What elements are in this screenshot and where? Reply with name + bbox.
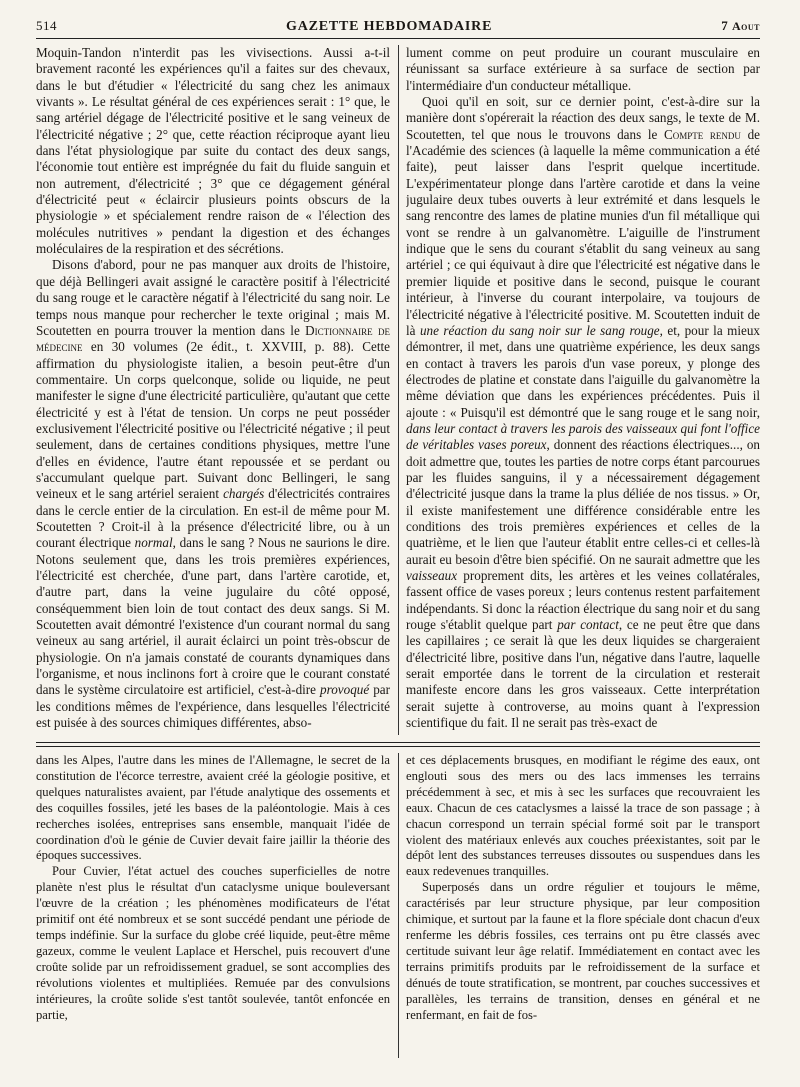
column-upper-left <box>36 45 390 735</box>
compte-rendu-title: Compte rendu <box>664 126 741 142</box>
issue-month: Aout <box>731 19 760 33</box>
paragraph: lument comme on peut produire un courant musculaire en réunissant sa surface extérieure à sa surface de section par l'intermédiaire d'un conducteur métallique. <box>406 45 760 93</box>
paragraph: et ces déplacements brusques, en modifiant le régime des eaux, ont englouti sous des mers ou des lacs immenses les terrains précédemment à sec, et mis à sec les surfaces que recouvraient les eaux. Chacun de ces cataclysmes a laissé la trace de son passage ; à chacun correspond un terrain spécial formé soit par le transport violent des matériaux enlevés aux couches préexistantes, soit par le dépôt lent des substances terreuses dissoutes ou suspendues dans les eaux redevenues tranquilles. <box>406 753 760 879</box>
feuilleton-lower <box>36 753 760 1058</box>
page-number: 514 <box>36 18 57 33</box>
paragraph: Moquin-Tandon n'interdit pas les vivisections. Aussi a-t-il bravement raconté les expériences qu'il a faites sur des chevaux, dans le but d'étudier « l'électricité du sang chez les animaux vivants ». Le résultat général de ces expériences serait : 1° que, le sang artériel dégage de l'électricité positive et le sang veineux de l'électricité négative ; 2° que, cette réaction réciproque ayant lieu dans l'état physiologique par suite du contact des deux sangs, l'économie tout entière est imprégnée du fait du fluide sanguin et non autrement, d'électricité ; 3° que ce dégagement général d'électricité peut « éclaircir plusieurs points obscurs de la physiologie » et spécialement rendre raison de « l'élection des molécules nutritives » pendant la digestion et des échanges moléculaires de la respiration et des sécrétions. <box>36 45 390 257</box>
page-header <box>36 18 760 39</box>
journal-title: GAZETTE HEBDOMADAIRE <box>286 19 493 34</box>
article-upper <box>36 45 760 735</box>
paragraph: Superposés dans un ordre régulier et toujours le même, caractérisés par leur structure physique, par leur composition chimique, et surtout par la faune et la flore spéciale dont chacun d'eux renferme les débris fossiles, ces terrains ont pu être classés avec certitude suivant leur âge relatif. Immédiatement en contact avec les terrains primitifs produits par le refroidissement de la surface et dénués de toute stratification, se montrent, par couches successives et parallèles, les terrains de transition, denses en général et ne renfermant, en fait de fos- <box>406 880 760 1022</box>
column-divider <box>398 45 399 735</box>
paragraph: Pour Cuvier, l'état actuel des couches superficielles de notre planète n'est plus le résultat d'un cataclysme unique bouleversant l'œuvre de la création ; les phénomènes modificateurs de l'état primitif ont été nombreux et se sont succédé pendant une période de temps indéfinie. Sur la surface du globe créé liquide, peut-être même gazeux, comme le veulent Laplace et Herschel, puis recouvert d'une croûte solide par un refroidissement graduel, se sont accomplies des révolutions violentes et multipliées. Remuée par des convulsions intérieures, la croûte solide s'est tantôt soulevée, tantôt enfoncée en partie, <box>36 864 390 1022</box>
column-lower-left <box>36 753 390 1058</box>
column-divider <box>398 753 399 1058</box>
column-lower-right <box>406 753 760 1058</box>
paragraph: Disons d'abord, pour ne pas manquer aux droits de l'histoire, que déjà Bellingeri avait assigné le caractère positif à l'électricité du sang rouge et le caractère négatif à l'électricité du sang noir. Le temps nous manque pour rechercher le texte original ; mais M. Scoutetten en pourra trouver la mention dans le Dictionnaire de médecine en 30 volumes (2e édit., t. XXVIII, p. 88). Cette affirmation du physiologiste italien, a besoin peut-être d'un commentaire. Un corps quelconque, solide ou liquide, ne peut manifester le signe d'une électricité particulière, qu'autant que cette électricité y est à l'état de tension. Un corps ne peut posséder exclusivement l'électricité positive ou l'électricité négative ; il peut seulement, dans de certaines conditions physiques, mettre l'une d'elles en évidence, l'autre étant repoussée et se perdant ou s'accumulant quelque part. Suivant donc Bellingeri, le sang veineux et le sang artériel seraient chargés d'électricités contraires dans le cercle entier de la circulation. En est-il de même pour M. Scoutetten ? Croit-il à la présence d'électricité libre, ou à un courant électrique normal, dans le sang ? Nous ne saurions le dire. Notons seulement que, dans les trois premières expériences, l'électricité est cherchée, d'une part, dans l'artère carotide, et, d'autre part, dans la veine jugulaire du côté opposé, conséquemment bien loin de tout contact des deux sangs. Si M. Scoutetten avait démontré l'existence d'un courant normal du sang veineux au sang artériel, il aurait éclairci un point très-obscur de physiologie. On n'a jamais constaté de courants dynamiques dans l'organisme, et nous inclinons fort à croire que le courant constaté dans le système circulatoire est artificiel, c'est-à-dire provoqué par les conditions mêmes de l'expérience, dans lesquelles l'électricité est puisée à des sources chimiques différentes, abso- <box>36 257 390 731</box>
issue-day: 7 <box>721 18 729 33</box>
section-separator <box>36 742 760 747</box>
issue-date <box>721 18 760 34</box>
paragraph: Quoi qu'il en soit, sur ce dernier point, c'est-à-dire sur la manière dont s'opérerait la réaction des deux sangs, le texte de M. Scoutetten, tel que nous le trouvons dans le Compte rendu de l'Académie des sciences (à laquelle la même communication a été faite), peut laisser dans l'esprit quelque incertitude. L'expérimentateur plonge dans l'artère carotide et dans la veine jugulaire deux tubes ouverts à leur extrémité et dans lesquels le sang rencontre des lames de platine munies d'un fil métallique qui vont se rendre à un galvanomètre. L'aiguille de l'instrument indique que le sens du courant s'établit du sang veineux au sang artériel ; ce qui équivaut à dire que l'électricité est négative dans le premier liquide et positive dans le second, puisque le courant intérieur, à l'inverse du courant interpolaire, va toujours de l'électricité négative à l'électricité positive. M. Scoutetten induit de là une réaction du sang noir sur le sang rouge, et, pour la mieux démontrer, il met, dans une quatrième expérience, les deux sangs en contact à travers les parois d'un vase poreux, y plonge des électrodes de platine et constate dans l'aiguille du galvanomètre la même déviation que dans les expériences précédentes. Puis il ajoute : « Puisqu'il est démontré que le sang rouge et le sang noir, dans leur contact à travers les parois des vaisseaux qui font l'office de véritables vases poreux, donnent des réactions électriques..., on doit admettre que, toutes les parties de notre corps étant parcourues par les fluides sanguins, il y a nécessairement dégagement d'électricité jusque dans la trame la plus déliée de nos tissus. » Or, il existe manifestement une différence considérable entre les conditions des trois premières expériences et celles de la quatrième, et le lien que l'auteur établit entre celles-ci et celles-là aurait eu besoin d'être bien spécifié. On ne saurait admettre que les vaisseaux proprement dits, les artères et les veines collatérales, fassent office de vases poreux ; leurs contenus restent parfaitement indépendants. Si donc la réaction électrique du sang noir et du sang rouge s'établit quelque part par contact, ce ne peut être que dans les capillaires ; ce serait là que les deux liquides se chargeraient d'électricité libre, positive dans l'un, négative dans l'autre, laquelle serait emportée dans le torrent de la circulation et resterait manifeste encore dans les gros vaisseaux. Cette interprétation serait sujette à controverse, au moins quant à l'expression scientifique du fait. Il ne serait pas très-exact de <box>406 94 760 731</box>
column-upper-right <box>406 45 760 735</box>
dictionary-title: Dictionnaire de médecine <box>36 322 390 355</box>
paragraph: dans les Alpes, l'autre dans les mines de l'Allemagne, le secret de la constitution de l'écorce terrestre, avaient créé la géologie positive, et quelques naturalistes avaient, par l'étude analytique des ossements et des coquilles fossiles, jeté les bases de la paléontologie. Mais à ces recherches isolées, entreprises sans ensemble, manquait l'idée de coordination d'où le génie de Cuvier devait faire jaillir la théorie des époques successives. <box>36 753 390 863</box>
